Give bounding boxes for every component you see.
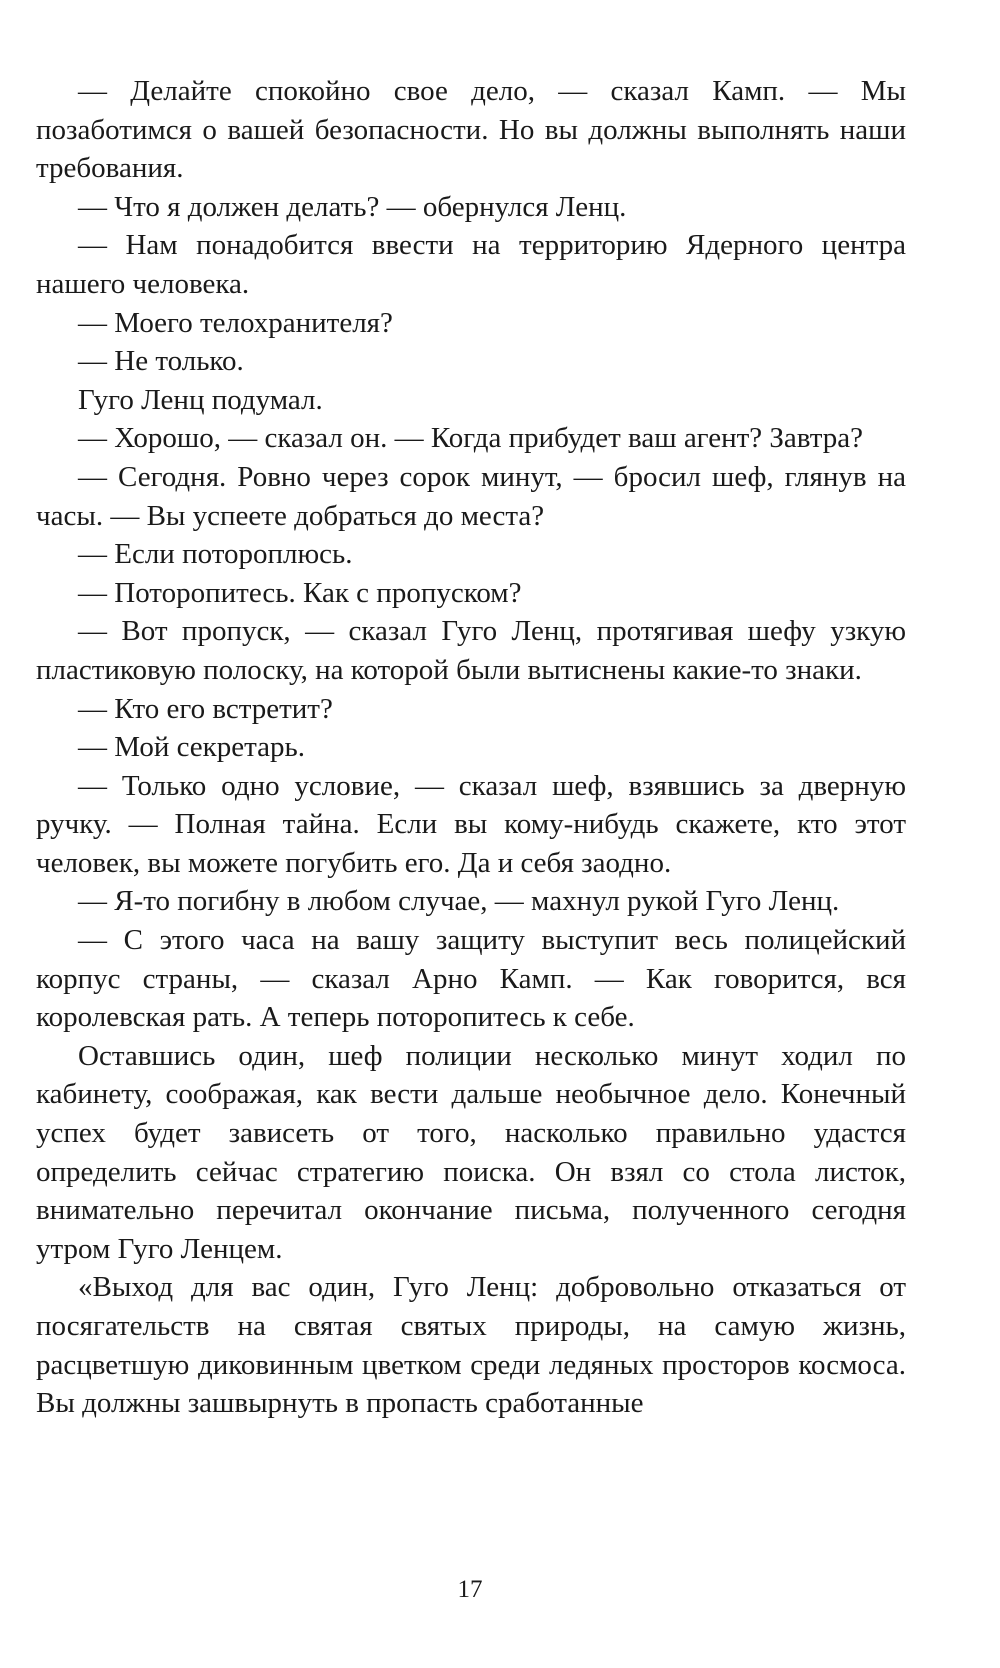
paragraph: — Поторопитесь. Как с пропуском? — [78, 576, 522, 609]
paragraph: — Делайте спокойно свое дело, — сказал Камп. — Мы позаботимся о вашей безопасности. Но вы должны выполнять наши требования. — [36, 75, 906, 185]
paragraph: — Вот пропуск, — сказал Гуго Ленц, протягивая шефу узкую пластиковую полоску, на которой были вытиснены какие-то знаки. — [36, 615, 906, 686]
paragraph: — Кто его встретит? — [78, 692, 333, 725]
page-text — [36, 72, 906, 1423]
paragraph: — Мой секретарь. — [78, 731, 306, 764]
paragraph: — Только одно условие, — сказал шеф, взявшись за дверную ручку. — Полная тайна. Если вы кому-нибудь скажете, кто этот человек, вы можете погубить его. Да и себя заодно. — [36, 769, 906, 879]
paragraph: — Если потороплюсь. — [78, 538, 353, 571]
paragraph: Гуго Ленц подумал. — [78, 383, 323, 416]
paragraph: — Я-то погибну в любом случае, — махнул рукой Гуго Ленц. — [78, 885, 840, 918]
paragraph: — С этого часа на вашу защиту выступит весь полицейский корпус страны, — сказал Арно Камп. — Как говорится, вся королевская рать. А теперь поторопитесь к себе. — [36, 924, 906, 1034]
paragraph: — Что я должен делать? — обернулся Ленц. — [78, 190, 627, 223]
paragraph: Оставшись один, шеф полиции несколько минут ходил по кабинету, соображая, как вести дальше необычное дело. Конечный успех будет зависеть от того, насколько правильно удастся определить сейчас стратегию поиска. Он взял со стола листок, внимательно перечитал окончание письма, полученного сегодня утром Гуго Ленцем. — [36, 1039, 906, 1265]
page-number: 17 — [457, 1576, 483, 1603]
paragraph: — Нам понадобится ввести на территорию Ядерного центра нашего человека. — [36, 229, 906, 300]
paragraph: — Хорошо, — сказал он. — Когда прибудет ваш агент? Завтра? — [78, 422, 864, 455]
paragraph: — Сегодня. Ровно через сорок минут, — бросил шеф, глянув на часы. — Вы успеете добраться до места? — [36, 460, 906, 532]
paragraph: — Не только. — [78, 345, 244, 378]
paragraph: — Моего телохранителя? — [78, 306, 393, 339]
paragraph: «Выход для вас один, Гуго Ленц: добровольно отказаться от посягательств на святая святых природы, на самую жизнь, расцветшую диковинным цветком среди ледяных просторов космоса. Вы должны зашвырнуть в пропасть сработанные — [36, 1271, 906, 1420]
